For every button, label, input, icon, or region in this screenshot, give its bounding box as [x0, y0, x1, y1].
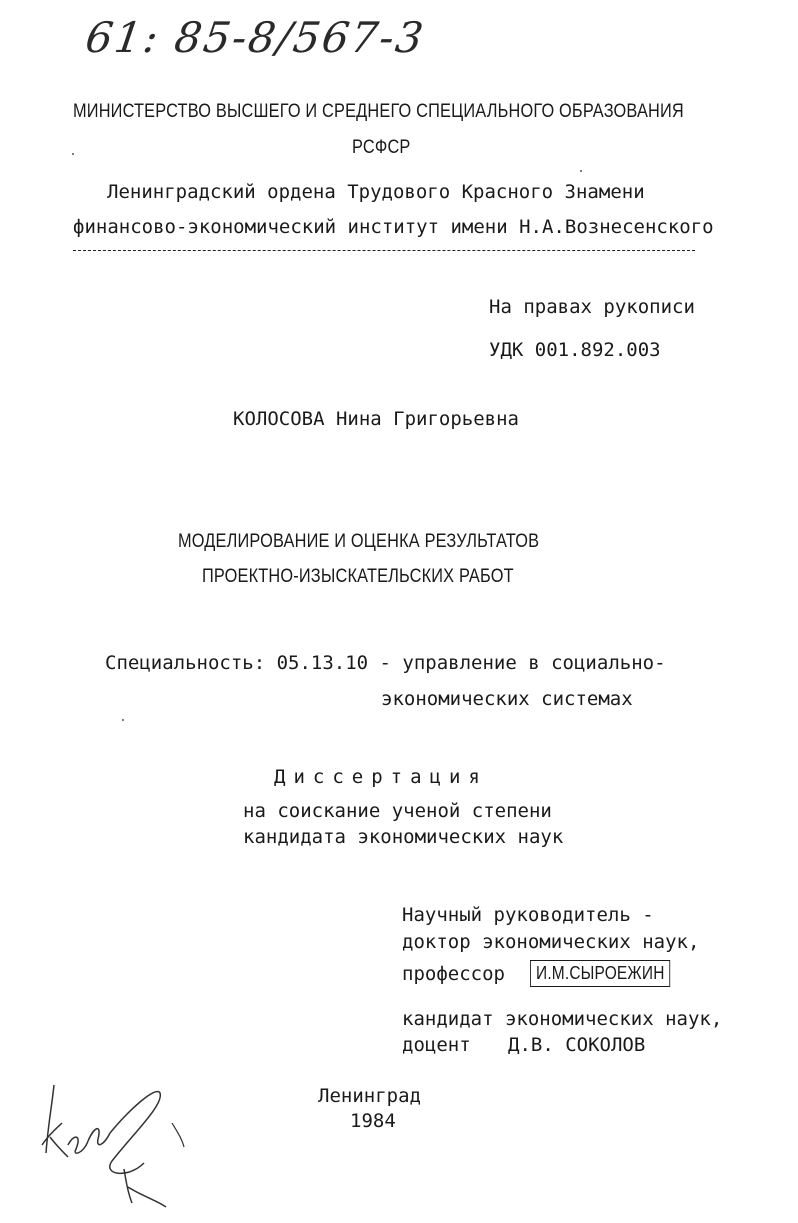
co-supervisor-rank: доцент	[402, 1034, 471, 1056]
paper-speck	[72, 153, 74, 155]
udc-code: УДК 001.892.003	[489, 339, 661, 361]
year: 1984	[350, 1110, 396, 1132]
thesis-title-line-1: МОДЕЛИРОВАНИЕ И ОЦЕНКА РЕЗУЛЬТАТОВ	[178, 531, 540, 552]
specialty-line-2: экономических системах	[381, 688, 633, 710]
paper-speck	[122, 719, 124, 721]
supervisor-degree: доктор экономических наук,	[402, 931, 700, 953]
author-name: КОЛОСОВА Нина Григорьевна	[233, 408, 519, 430]
dissertation-heading: Диссертация	[274, 766, 488, 788]
republic-heading: РСФСР	[352, 137, 411, 158]
supervisor-title: Научный руководитель -	[402, 904, 654, 926]
supervisor-name-stamp: И.М.СЫРОЕЖИН	[530, 960, 671, 987]
thesis-title-line-2: ПРОЕКТНО-ИЗЫСКАТЕЛЬСКИХ РАБОТ	[202, 566, 514, 587]
institute-line-1: Ленинградский ордена Трудового Красного Знамени	[107, 181, 645, 203]
institute-line-2: финансово-экономический институт имени Н.А.Вознесенского	[73, 216, 714, 238]
co-supervisor-name: Д.В. СОКОЛОВ	[508, 1034, 646, 1056]
dissertation-degree-line-2: кандидата экономических наук	[243, 826, 564, 848]
specialty-line-1: Специальность: 05.13.10 - управление в социально-	[105, 652, 666, 674]
supervisor-rank: профессор	[402, 963, 505, 985]
handwritten-reference-number: 61: 85-8/567-3	[82, 13, 429, 62]
dissertation-degree-line-1: на соискание ученой степени	[243, 800, 552, 822]
ministry-heading: МИНИСТЕРСТВО ВЫСШЕГО И СРЕДНЕГО СПЕЦИАЛЬНОГО ОБРАЗОВАНИЯ	[73, 101, 684, 122]
co-supervisor-degree: кандидат экономических наук,	[402, 1008, 723, 1030]
handwritten-signature	[32, 1075, 202, 1215]
header-divider	[73, 250, 695, 251]
manuscript-rights: На правах рукописи	[489, 296, 695, 318]
city: Ленинград	[318, 1085, 421, 1107]
paper-speck	[580, 170, 582, 172]
